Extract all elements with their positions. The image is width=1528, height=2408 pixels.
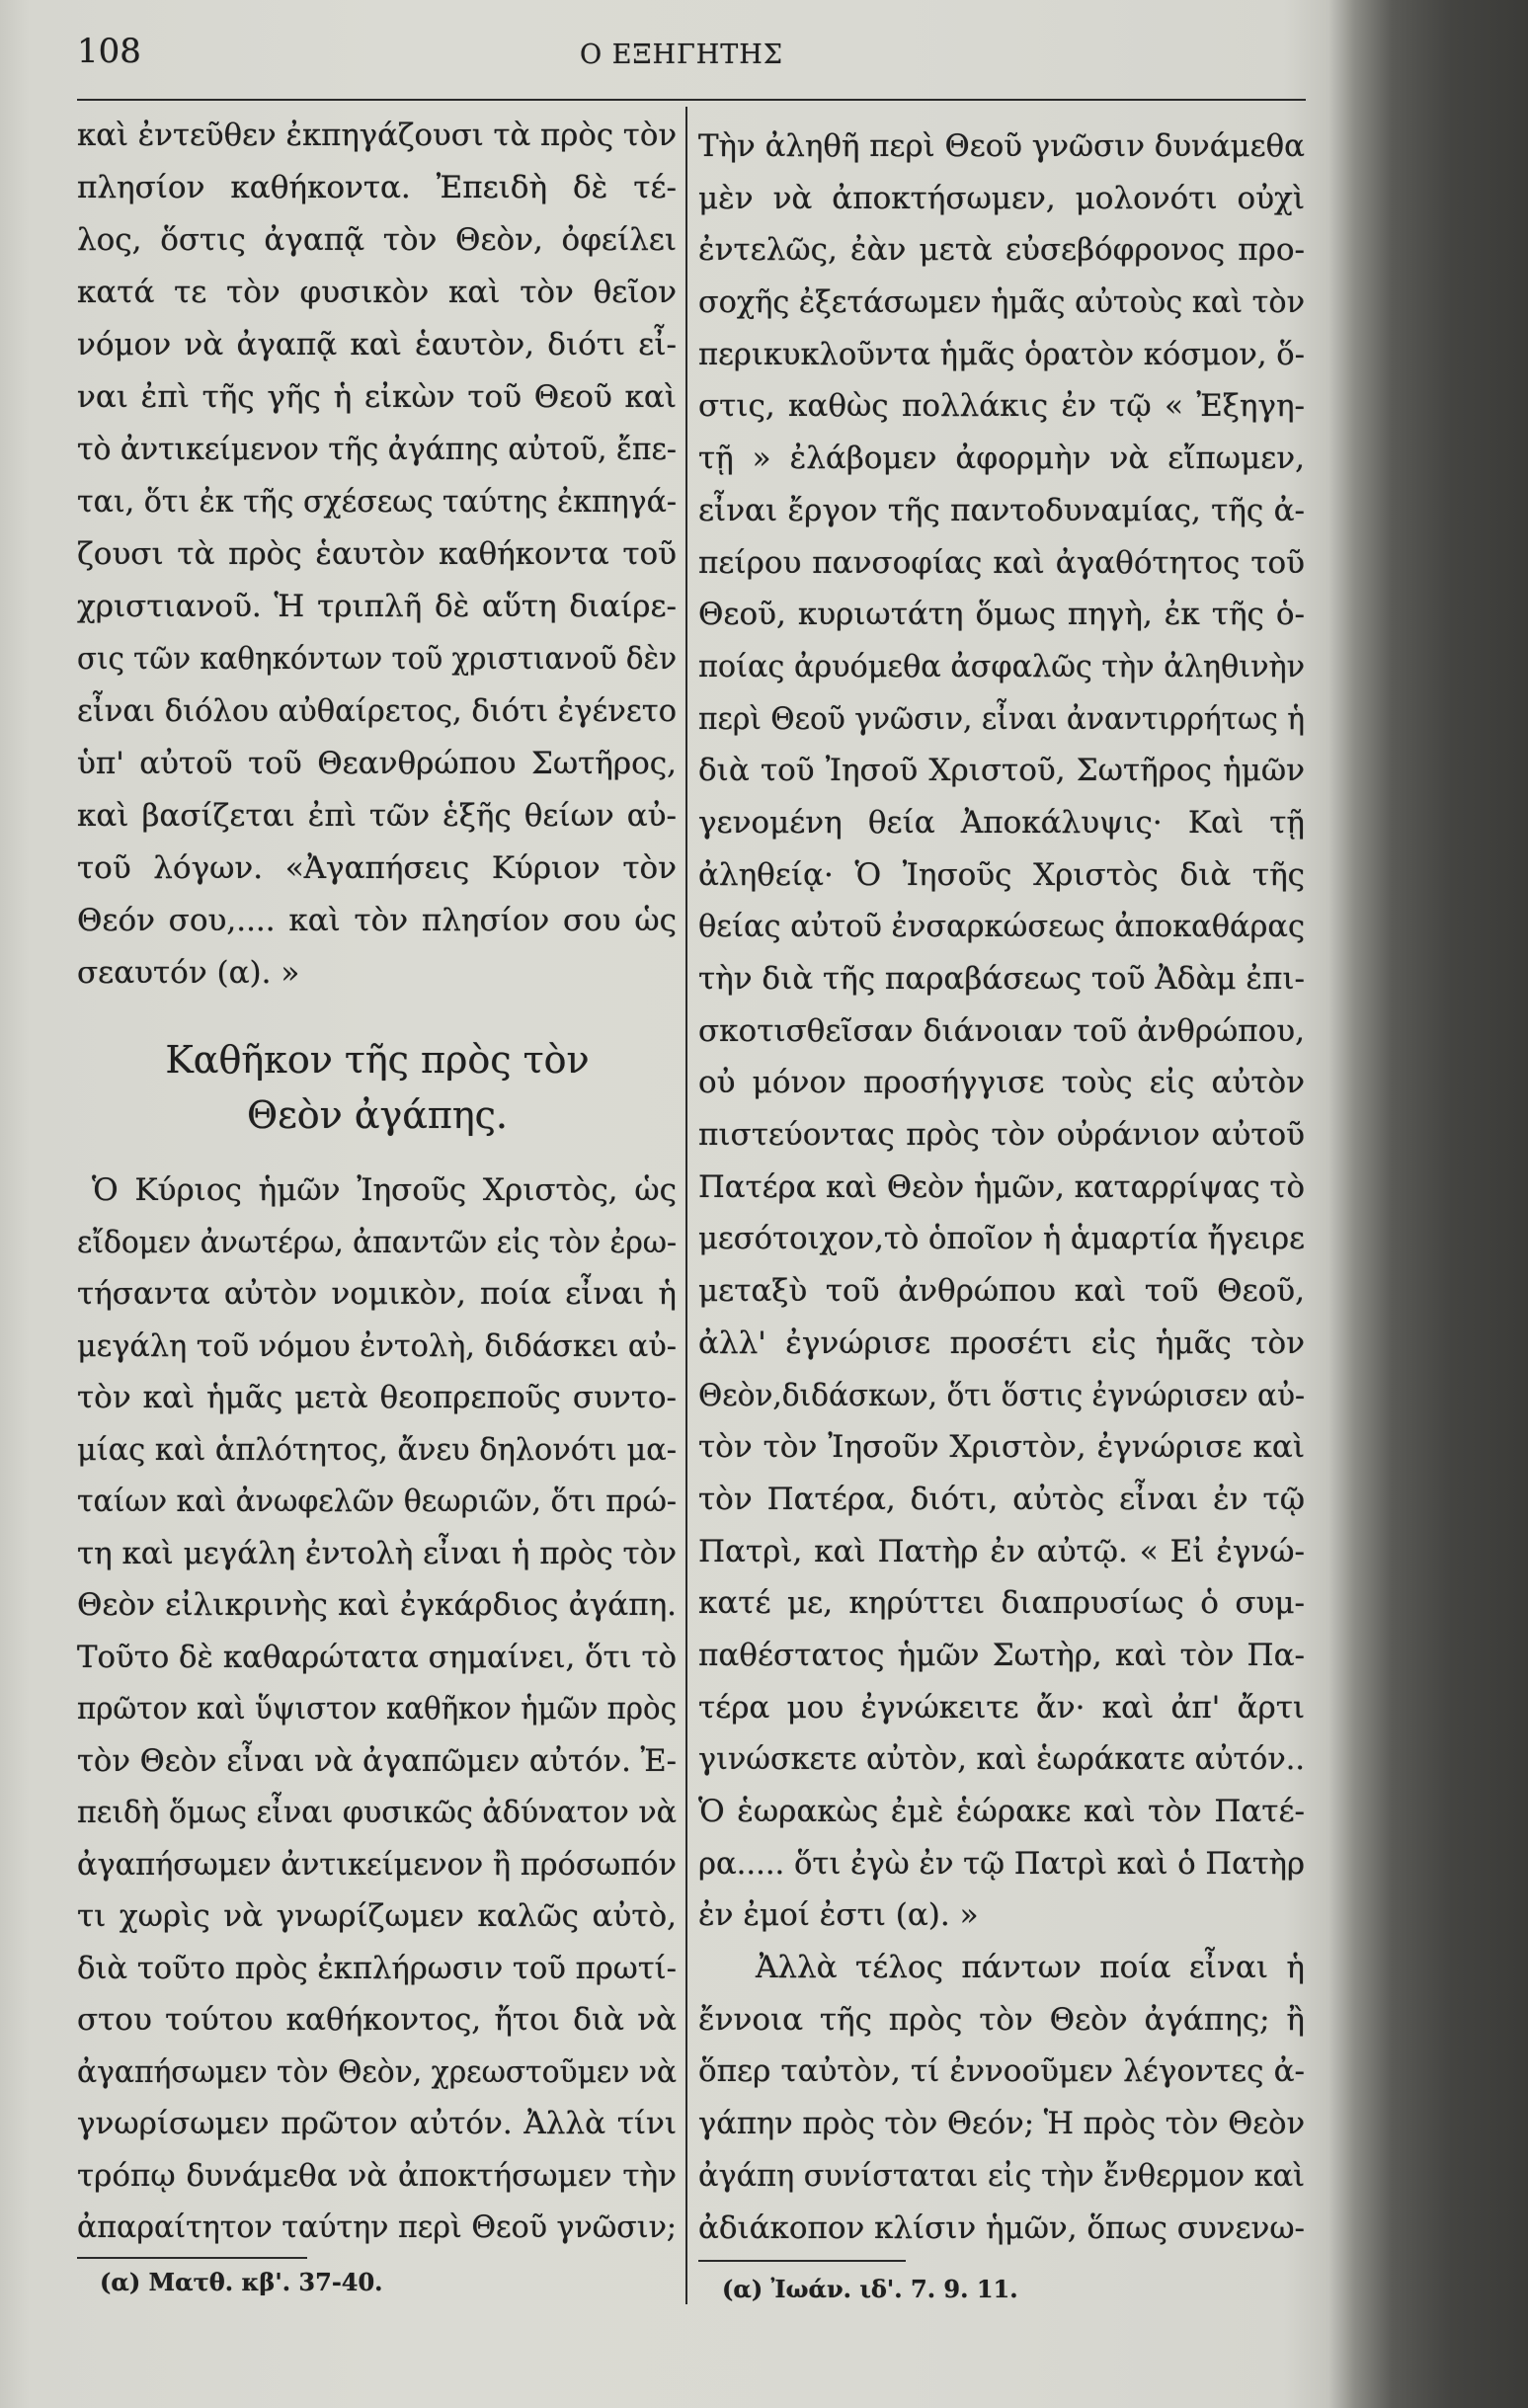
- text-line: [77, 1787, 678, 1839]
- text-line-content: περικυκλοῦντα ἡμᾶς ὁρατὸν κόσμον, ὅ-: [698, 336, 1305, 372]
- text-line-content: ὑπ' αὐτοῦ τοῦ Θεανθρώπου Σωτῆρος,: [77, 746, 677, 781]
- text-line-content: διὰ τοῦ Ἰησοῦ Χριστοῦ, Σωτῆρος ἡμῶν: [698, 753, 1305, 789]
- text-line-content: πλησίον καθήκοντα. Ἐπειδὴ δὲ τέ-: [77, 170, 677, 205]
- text-line-content: ἀληθείᾳ· Ὁ Ἰησοῦς Χριστὸς διὰ τῆς: [698, 856, 1305, 893]
- text-line-content: τὸν καὶ ἡμᾶς μετὰ θεοπρεποῦς συντο-: [77, 1380, 677, 1415]
- text-line: [77, 110, 678, 162]
- text-line-content: πειδὴ ὅμως εἶναι φυσικῶς ἀδύνατον νὰ: [77, 1795, 677, 1830]
- text-line-content: πιστεύοντας πρὸς τὸν οὐράνιον αὐτοῦ: [698, 1117, 1305, 1154]
- text-line: [77, 1321, 678, 1373]
- text-line-content: ρα..... ὅτι ἐγὼ ἐν τῷ Πατρὶ καὶ ὁ Πατὴρ: [698, 1845, 1305, 1882]
- text-line: [698, 1630, 1306, 1682]
- text-line-content: εἶναι διόλου αὐθαίρετος, διότι ἐγένετο: [77, 693, 677, 729]
- text-line: [698, 433, 1306, 485]
- text-line: [77, 1268, 678, 1321]
- section-heading: [77, 1032, 678, 1143]
- section-heading-line: Καθῆκον τῆς πρὸς τὸν: [165, 1038, 590, 1082]
- text-line-content: εἶναι ἔργον τῆς παντοδυναμίας, τῆς ἀ-: [698, 492, 1305, 528]
- text-line: [77, 267, 678, 319]
- text-line-content: Τοῦτο δὲ καθαρώτατα σημαίνει, ὅτι τὸ: [77, 1639, 677, 1675]
- text-line: [77, 424, 678, 476]
- text-line: [698, 849, 1306, 902]
- text-line: [698, 2046, 1306, 2098]
- text-line-content: Πατρὶ, καὶ Πατὴρ ἐν αὐτῷ. « Εἰ ἐγνώ-: [698, 1533, 1305, 1569]
- right-column-text: [698, 120, 1306, 2254]
- header-rule: [77, 99, 1306, 101]
- text-line: [77, 1372, 678, 1424]
- text-line: [77, 633, 678, 685]
- text-line: [698, 537, 1306, 590]
- text-line: [77, 476, 678, 528]
- text-line: [698, 1109, 1306, 1162]
- text-line: [77, 2098, 678, 2150]
- text-line-content: ζουσι τὰ πρὸς ἑαυτὸν καθήκοντα τοῦ: [77, 536, 677, 572]
- text-line-content: εἴδομεν ἀνωτέρω, ἀπαντῶν εἰς τὸν ἐρω-: [77, 1224, 677, 1260]
- text-line-content: πρῶτον καὶ ὕψιστον καθῆκον ἡμῶν πρὸς: [77, 1691, 677, 1726]
- text-line: [77, 895, 678, 947]
- text-line-content: στου τούτου καθήκοντος, ἤτοι διὰ νὰ: [77, 2002, 677, 2038]
- footnote: (α) Ἰωάν. ιδ'. 7. 9. 11.: [722, 2275, 1018, 2303]
- text-line-content: ποίας ἀρυόμεθα ἀσφαλῶς τὴν ἀληθινὴν: [698, 648, 1305, 684]
- text-line-content: Θεὸν,διδάσκων, ὅτι ὅστις ἐγνώρισεν αὐ-: [698, 1377, 1305, 1413]
- text-line-content: Τὴν ἀληθῆ περὶ Θεοῦ γνῶσιν δυνάμεθα: [698, 128, 1305, 164]
- text-line: [77, 1735, 678, 1788]
- text-line-content: σεαυτόν (α). »: [77, 955, 300, 991]
- text-line: [698, 1733, 1306, 1786]
- text-line-content: Ἀλλὰ τέλος πάντων ποία εἶναι ἡ: [756, 1950, 1305, 1986]
- text-line: [698, 380, 1306, 433]
- text-line-content: τὸν Πατέρα, διότι, αὐτὸς εἶναι ἐν τῷ: [698, 1481, 1305, 1517]
- text-line: [77, 1994, 678, 2047]
- text-line: [698, 693, 1306, 746]
- text-line-content: ἔννοια τῆς πρὸς τὸν Θεὸν ἀγάπης; ἢ: [698, 2001, 1305, 2038]
- text-line-content: θείας αὐτοῦ ἐνσαρκώσεως ἀποκαθάρας: [698, 909, 1305, 945]
- text-line-content: τὸ ἀντικείμενον τῆς ἀγάπης αὐτοῦ, ἔπε-: [77, 432, 677, 467]
- text-line: [77, 1683, 678, 1735]
- text-line-content: ὅπερ ταὐτὸν, τί ἐννοοῦμεν λέγοντες ἀ-: [698, 2053, 1305, 2090]
- text-line-content: μεσότοιχον,τὸ ὁποῖον ἡ ἁμαρτία ἤγειρε: [698, 1221, 1305, 1257]
- text-line: [698, 173, 1306, 225]
- text-line: [77, 947, 678, 1000]
- text-line: [698, 1577, 1306, 1630]
- text-line: [698, 1786, 1306, 1838]
- text-line: [698, 1474, 1306, 1526]
- text-line-content: μεγάλη τοῦ νόμου ἐντολὴ, διδάσκει αὐ-: [77, 1327, 677, 1364]
- text-line-content: κατέ με, κηρύττει διαπρυσίως ὁ συμ-: [698, 1585, 1305, 1622]
- text-line-content: Θεοῦ, κυριωτάτη ὅμως πηγὴ, ἐκ τῆς ὁ-: [698, 597, 1305, 633]
- text-line: [77, 1632, 678, 1684]
- text-line-content: ἀπαραίτητον ταύτην περὶ Θεοῦ γνῶσιν;: [77, 2209, 677, 2245]
- text-line-content: τὸν Θεὸν εἶναι νὰ ἀγαπῶμεν αὐτόν. Ἐ-: [77, 1742, 677, 1779]
- text-line: [77, 371, 678, 424]
- text-line: [698, 641, 1306, 693]
- text-line: [698, 1370, 1306, 1422]
- text-line: [77, 790, 678, 843]
- text-line: [698, 1318, 1306, 1370]
- text-line: [698, 901, 1306, 953]
- text-line: [698, 589, 1306, 641]
- text-line-content: Ὁ ἑωρακὼς ἐμὲ ἑώρακε καὶ τὸν Πατέ-: [698, 1794, 1305, 1829]
- text-line-content: ἀγαπήσωμεν τὸν Θεὸν, χρεωστοῦμεν νὰ: [77, 2053, 677, 2090]
- text-line: [77, 1943, 678, 1995]
- text-line: [698, 1838, 1306, 1890]
- running-title: Ο ΕΞΗΓΗΤΗΣ: [580, 40, 783, 70]
- text-line: [77, 2047, 678, 2099]
- text-line: [77, 1217, 678, 1269]
- text-line: [698, 1942, 1306, 1994]
- text-line-content: γάπην πρὸς τὸν Θεόν; Ἡ πρὸς τὸν Θεὸν: [698, 2106, 1305, 2142]
- page-number: 108: [77, 32, 141, 71]
- text-line-content: ἀγάπη συνίσταται εἰς τὴν ἔνθερμον καὶ: [698, 2157, 1305, 2194]
- text-line-content: ται, ὅτι ἐκ τῆς σχέσεως ταύτης ἐκπηγά-: [77, 484, 677, 520]
- text-line-content: γνωρίσωμεν πρῶτον αὐτόν. Ἀλλὰ τίνι: [77, 2106, 677, 2141]
- text-line: [77, 581, 678, 633]
- text-line-content: καὶ ἐντεῦθεν ἐκπηγάζουσι τὰ πρὸς τὸν: [77, 118, 677, 153]
- text-line-content: Ὁ Κύριος ἡμῶν Ἰησοῦς Χριστὸς, ὡς: [92, 1172, 677, 1208]
- text-line-content: οὐ μόνον προσήγγισε τοὺς εἰς αὐτὸν: [698, 1065, 1305, 1101]
- text-line: [698, 485, 1306, 537]
- text-line-content: μεταξὺ τοῦ ἀνθρώπου καὶ τοῦ Θεοῦ,: [698, 1273, 1305, 1310]
- text-line: [698, 1213, 1306, 1265]
- text-line: [77, 843, 678, 895]
- text-line-content: πείρου πανσοφίας καὶ ἀγαθότητος τοῦ: [698, 544, 1305, 581]
- text-line-content: σοχῆς ἐξετάσωμεν ἡμᾶς αὐτοὺς καὶ τὸν: [698, 284, 1305, 321]
- text-line: [698, 1005, 1306, 1058]
- footnote: (α) Ματθ. κβ'. 37-40.: [100, 2268, 383, 2296]
- text-line: [77, 1890, 678, 1943]
- text-line: [698, 277, 1306, 329]
- text-line-content: Πατέρα καὶ Θεὸν ἡμῶν, καταρρίψας τὸ: [698, 1168, 1305, 1205]
- text-line-content: ἀδιάκοπον κλίσιν ἡμῶν, ὅπως συνενω-: [698, 2209, 1305, 2246]
- text-line: [698, 120, 1306, 173]
- text-line-content: ἀγαπήσωμεν ἀντικείμενον ἢ πρόσωπόν: [77, 1846, 677, 1883]
- text-line: [77, 528, 678, 581]
- text-line-content: ἐντελῶς, ἐὰν μετὰ εὐσεβόφρονος προ-: [698, 232, 1305, 269]
- text-line: [698, 2098, 1306, 2150]
- text-line-content: τὴν διὰ τῆς παραβάσεως τοῦ Ἀδὰμ ἐπι-: [698, 961, 1305, 997]
- text-line-content: μὲν νὰ ἀποκτήσωμεν, μολονότι οὐχὶ: [698, 180, 1305, 216]
- text-line-content: κατά τε τὸν φυσικὸν καὶ τὸν θεῖον: [77, 275, 677, 310]
- text-line: [698, 1682, 1306, 1734]
- text-line: [77, 1424, 678, 1477]
- text-line-content: τέρα μου ἐγνώκειτε ἄν· καὶ ἀπ' ἄρτι: [698, 1689, 1305, 1726]
- text-line: [698, 2150, 1306, 2203]
- text-line: [77, 162, 678, 214]
- text-line-content: σις τῶν καθηκόντων τοῦ χριστιανοῦ δὲν: [77, 641, 677, 677]
- text-line-content: νόμον νὰ ἀγαπᾷ καὶ ἑαυτὸν, διότι εἶ-: [77, 327, 677, 362]
- text-line: [77, 2150, 678, 2203]
- text-line: [77, 1476, 678, 1528]
- footnote-rule: [77, 2257, 307, 2259]
- text-line-content: διὰ τοῦτο πρὸς ἐκπλήρωσιν τοῦ πρωτί-: [77, 1950, 677, 1986]
- text-line: [77, 685, 678, 738]
- text-line-content: Θεὸν εἰλικρινὴς καὶ ἐγκάρδιος ἀγάπη.: [77, 1587, 677, 1623]
- text-line-content: τῇ » ἐλάβομεν ἀφορμὴν νὰ εἴπωμεν,: [698, 441, 1305, 477]
- text-line: [77, 1164, 678, 1217]
- left-column-text-top: [77, 110, 678, 1000]
- text-line-content: στις, καθὼς πολλάκις ἐν τῷ « Ἐξηγη-: [698, 388, 1305, 425]
- column-divider: [685, 107, 687, 2304]
- text-line: [698, 1994, 1306, 2047]
- text-line-content: τοῦ λόγων. «Ἀγαπήσεις Κύριον τὸν: [77, 850, 677, 886]
- text-line-content: ἐν ἐμοί ἐστι (α). »: [698, 1897, 979, 1934]
- text-line: [698, 1526, 1306, 1578]
- text-line-content: περὶ Θεοῦ γνῶσιν, εἶναι ἀναντιρρήτως ἡ: [698, 700, 1305, 737]
- text-line: [698, 797, 1306, 849]
- section-heading-line: Θεὸν ἀγάπης.: [246, 1093, 509, 1137]
- text-line: [698, 1162, 1306, 1214]
- text-line-content: ταίων καὶ ἀνωφελῶν θεωριῶν, ὅτι πρώ-: [77, 1484, 677, 1519]
- text-line-content: τρόπῳ δυνάμεθα νὰ ἀποκτήσωμεν τὴν: [77, 2157, 677, 2194]
- text-line: [698, 745, 1306, 797]
- text-line: [698, 953, 1306, 1005]
- text-line: [77, 1579, 678, 1632]
- text-line: [77, 319, 678, 371]
- left-column-text-bottom: [77, 1164, 678, 2254]
- text-line: [698, 224, 1306, 277]
- text-line-content: Θεόν σου,.... καὶ τὸν πλησίον σου ὡς: [77, 903, 677, 938]
- text-line: [698, 1889, 1306, 1942]
- text-line-content: ἀλλ' ἐγνώρισε προσέτι εἰς ἡμᾶς τὸν: [698, 1324, 1305, 1361]
- text-line: [77, 2202, 678, 2254]
- text-line-content: σκοτισθεῖσαν διάνοιαν τοῦ ἀνθρώπου,: [698, 1012, 1305, 1049]
- text-line-content: τη καὶ μεγάλη ἐντολὴ εἶναι ἡ πρὸς τὸν: [77, 1535, 677, 1571]
- text-line: [698, 1057, 1306, 1109]
- text-line: [77, 1839, 678, 1891]
- text-line: [77, 214, 678, 267]
- text-line: [77, 738, 678, 790]
- text-line-content: καὶ βασίζεται ἐπὶ τῶν ἑξῆς θείων αὐ-: [77, 798, 677, 834]
- text-line: [77, 1528, 678, 1580]
- text-line-content: γενομένη θεία Ἀποκάλυψις· Καὶ τῇ: [698, 804, 1305, 841]
- footnote-rule: [698, 2260, 906, 2262]
- text-line: [698, 2203, 1306, 2255]
- text-line-content: τήσαντα αὐτὸν νομικὸν, ποία εἶναι ἡ: [77, 1276, 677, 1312]
- text-line-content: μίας καὶ ἁπλότητος, ἄνευ δηλονότι μα-: [77, 1431, 677, 1468]
- text-line-content: τὸν τὸν Ἰησοῦν Χριστὸν, ἐγνώρισε καὶ: [698, 1429, 1305, 1466]
- text-line-content: τι χωρὶς νὰ γνωρίζωμεν καλῶς αὐτὸ,: [77, 1898, 677, 1934]
- text-line: [698, 1421, 1306, 1474]
- text-line-content: λος, ὅστις ἀγαπᾷ τὸν Θεὸν, ὀφείλει: [77, 222, 677, 258]
- text-line-content: χριστιανοῦ. Ἡ τριπλῆ δὲ αὕτη διαίρε-: [77, 589, 677, 624]
- text-line-content: παθέστατος ἡμῶν Σωτὴρ, καὶ τὸν Πα-: [698, 1637, 1305, 1673]
- text-line: [698, 329, 1306, 381]
- text-line-content: ναι ἐπὶ τῆς γῆς ἡ εἰκὼν τοῦ Θεοῦ καὶ: [77, 379, 677, 415]
- text-line: [698, 1265, 1306, 1318]
- text-line-content: γινώσκετε αὐτὸν, καὶ ἑωράκατε αὐτόν..: [698, 1741, 1305, 1778]
